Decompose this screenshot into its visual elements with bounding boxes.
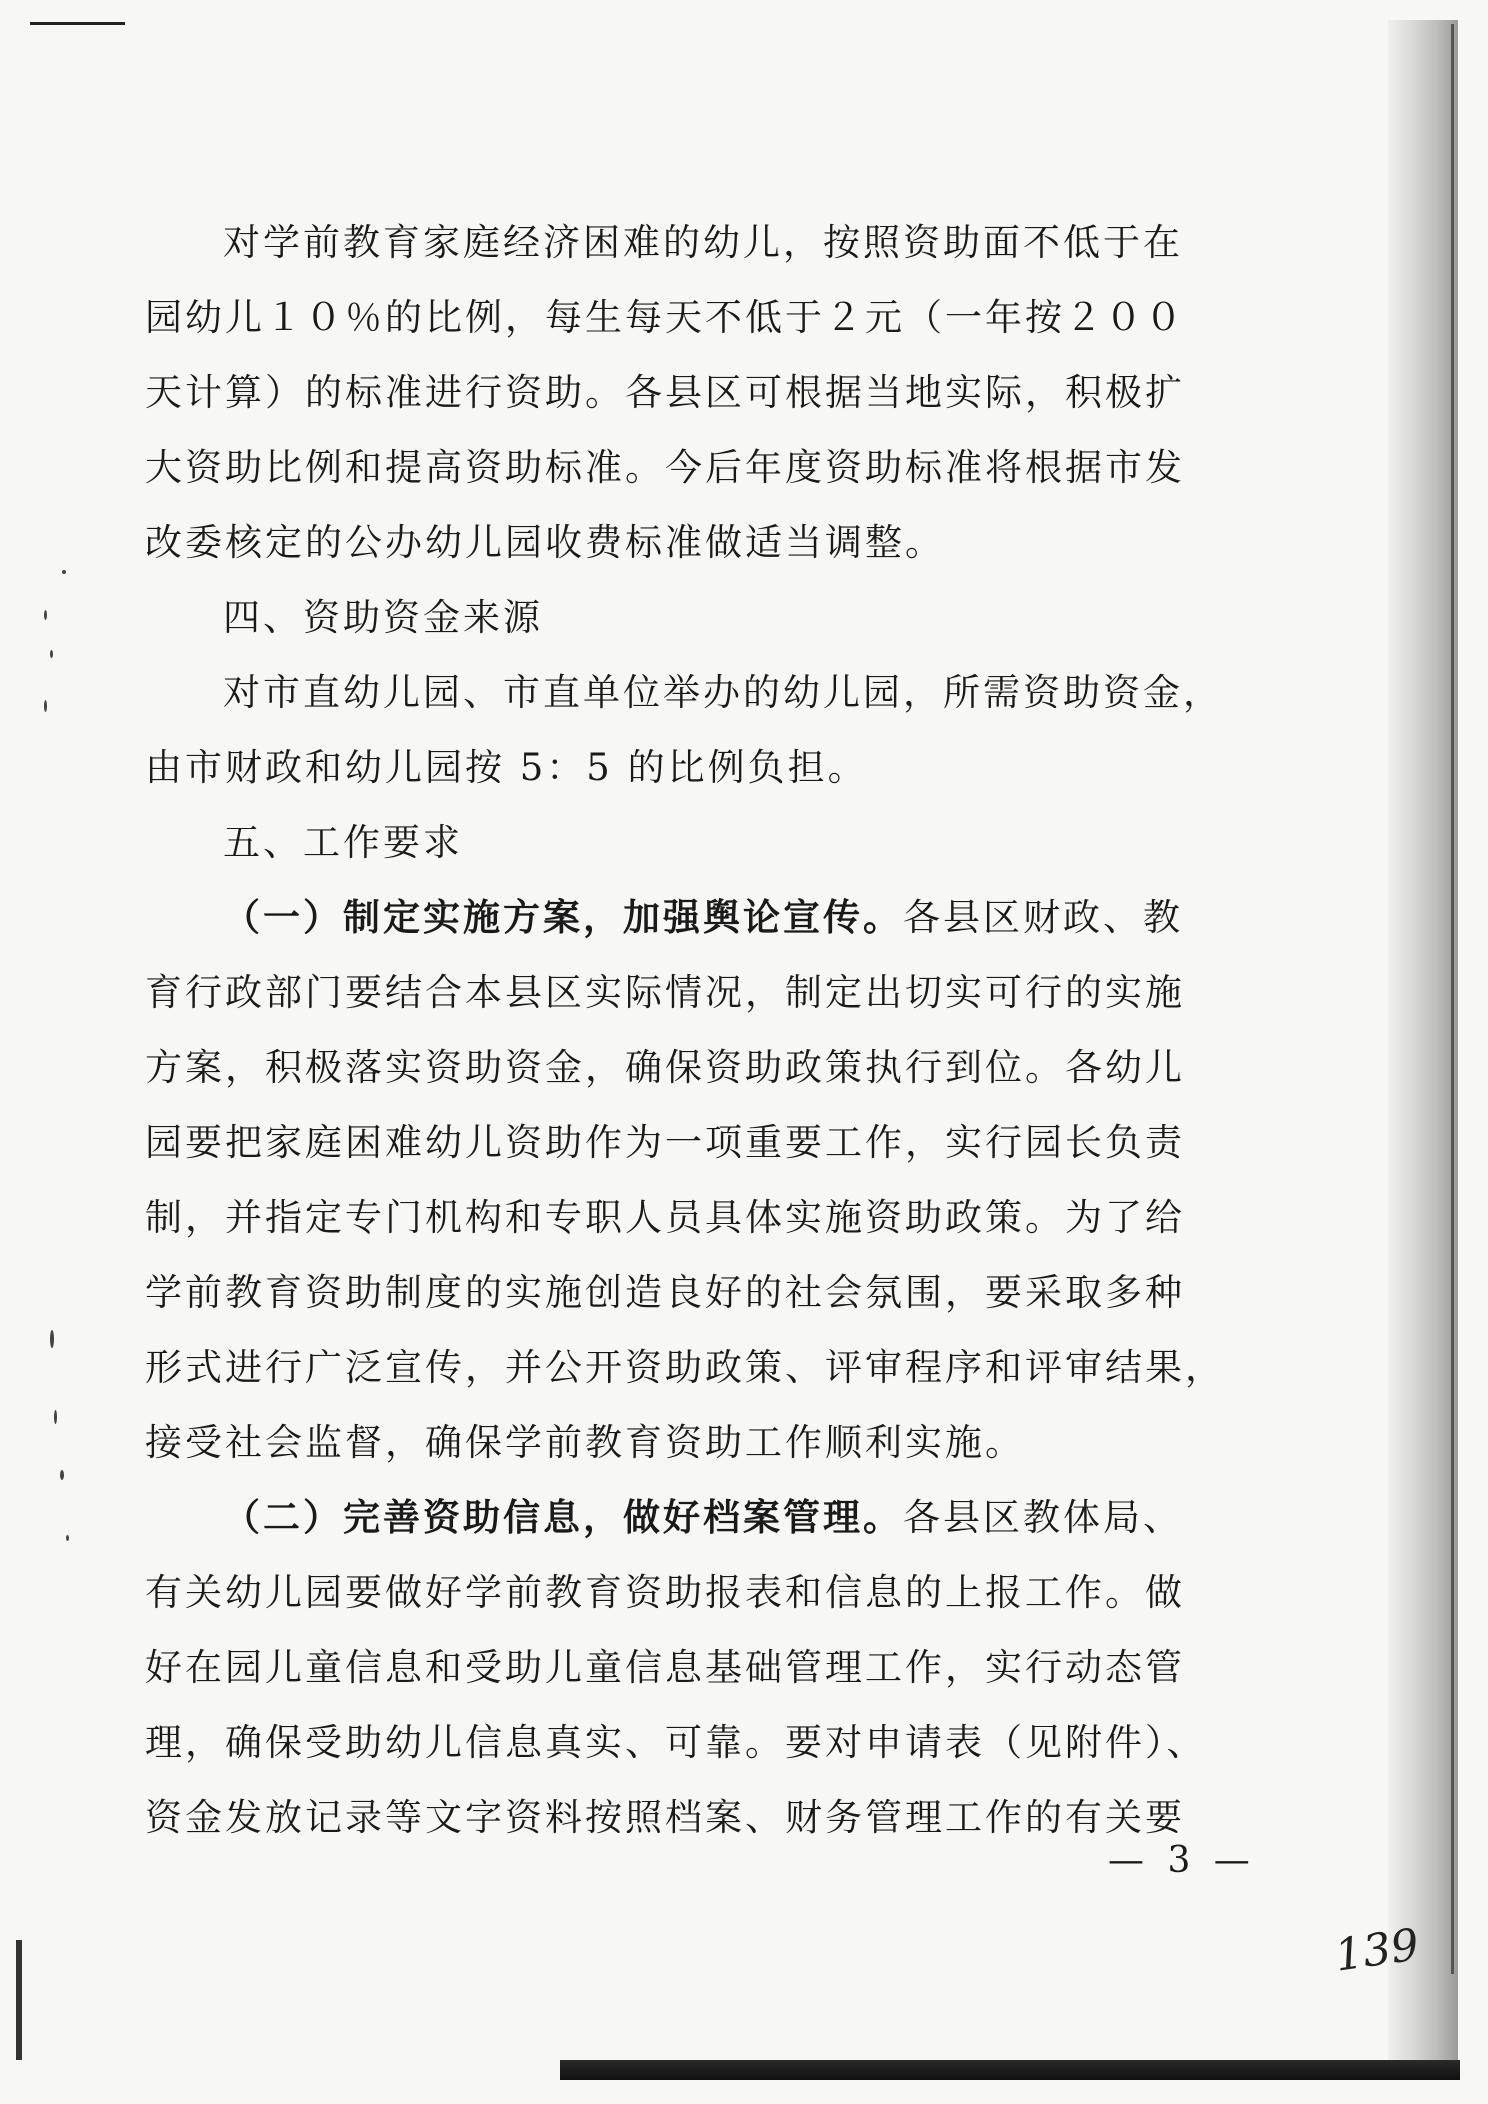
scan-edge-right-line	[1451, 24, 1454, 1974]
document-body	[145, 205, 1225, 1855]
scan-edge-top	[30, 22, 125, 25]
section-heading-4: 四、资助资金来源	[223, 596, 543, 639]
body-line: 大资助比例和提高资助标准。今后年度资助标准将根据市发	[145, 446, 1185, 489]
body-line: 园幼儿１０％的比例，每生每天不低于２元（一年按２００	[145, 296, 1185, 339]
scan-speck	[50, 1330, 54, 1348]
scan-speck	[44, 700, 47, 712]
scan-edge-bottom	[560, 2060, 1460, 2080]
body-line: 理，确保受助幼儿信息真实、可靠。要对申请表（见附件）、	[145, 1721, 1207, 1764]
body-line: 接受社会监督，确保学前教育资助工作顺利实施。	[145, 1421, 1025, 1464]
subsection-title-2: （二）完善资助信息，做好档案管理。	[223, 1496, 903, 1539]
body-line: 学前教育资助制度的实施创造良好的社会氛围，要采取多种	[145, 1271, 1185, 1314]
body-line: 制，并指定专门机构和专职人员具体实施资助政策。为了给	[145, 1196, 1185, 1239]
body-line: 对学前教育家庭经济困难的幼儿，按照资助面不低于在	[223, 221, 1183, 264]
subsection-title-1: （一）制定实施方案，加强舆论宣传。	[223, 896, 903, 939]
scan-edge-left	[16, 1940, 22, 2060]
scan-speck	[50, 650, 53, 658]
body-line: 天计算）的标准进行资助。各县区可根据当地实际，积极扩	[145, 371, 1185, 414]
section-heading-5: 五、工作要求	[223, 821, 463, 864]
body-line: 育行政部门要结合本县区实际情况，制定出切实可行的实施	[145, 971, 1185, 1014]
scan-edge-right	[1388, 20, 1458, 2060]
body-line: 有关幼儿园要做好学前教育资助报表和信息的上报工作。做	[145, 1571, 1185, 1614]
body-line: 对市直幼儿园、市直单位举办的幼儿园，所需资助资金，	[223, 671, 1223, 714]
handwritten-page-number: 139	[1331, 1919, 1423, 1982]
body-line	[145, 1480, 1205, 1555]
scan-speck	[44, 610, 47, 620]
scan-speck	[60, 1470, 64, 1480]
body-line: 资金发放记录等文字资料按照档案、财务管理工作的有关要	[145, 1796, 1185, 1839]
body-line	[145, 880, 1205, 955]
body-text: 各县区教体局、	[903, 1496, 1183, 1539]
scan-speck	[54, 1410, 57, 1424]
body-line: 好在园儿童信息和受助儿童信息基础管理工作，实行动态管	[145, 1646, 1185, 1689]
scan-speck	[66, 1535, 69, 1541]
body-line: 由市财政和幼儿园按 5：5 的比例负担。	[145, 746, 868, 789]
body-line: 改委核定的公办幼儿园收费标准做适当调整。	[145, 521, 945, 564]
scan-speck	[62, 570, 66, 574]
body-line: 园要把家庭困难幼儿资助作为一项重要工作，实行园长负责	[145, 1121, 1185, 1164]
body-line: 方案，积极落实资助资金，确保资助政策执行到位。各幼儿	[145, 1046, 1185, 1089]
body-line: 形式进行广泛宣传，并公开资助政策、评审程序和评审结果，	[145, 1346, 1225, 1389]
body-text: 各县区财政、教	[903, 896, 1183, 939]
page-number: — 3 —	[1108, 1840, 1256, 1881]
